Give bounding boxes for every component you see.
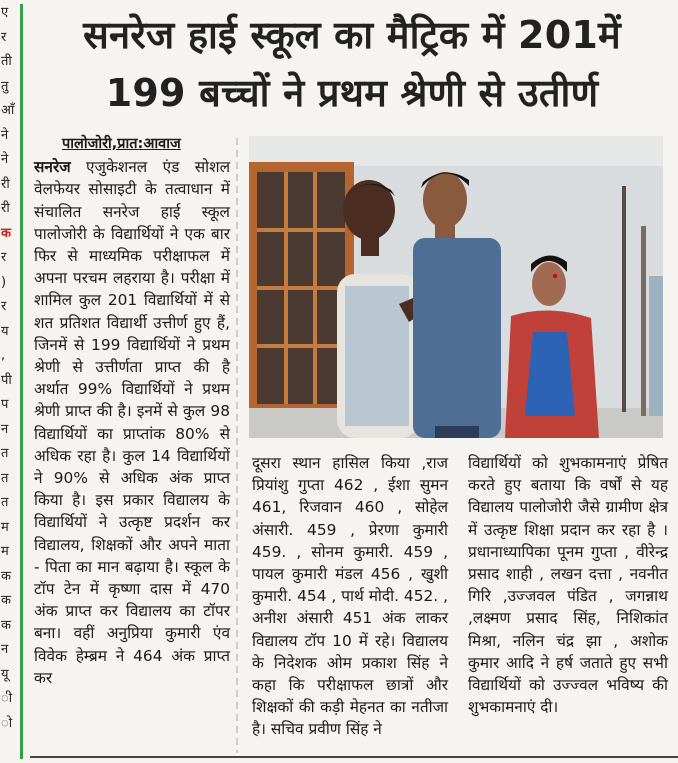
fragment-char: ी: [1, 691, 13, 706]
fragment-char: यू: [1, 666, 9, 682]
column-2-text: दूसरा स्थान हासिल किया ,राज प्रियांशु गुप्ता 462 , ईशा सुमन 461, रिजवान 460 , सोहेल अंसारी. 459 , प्रेरणा कुमारी 459. , सोनम कुमारी. 459 , पायल कुमारी मंडल 456 , खुशी कुमारी. 454 , पार्थ मोदी. 452. , अनीश अंसारी 451 अंक लाकर विद्यालय टॉप 10 में रहे। विद्यालय के निदेशक ओम प्रकाश सिंह ने कहा कि परीक्षाफल छात्रों और शिक्षकों की कड़ी मेहनत का नतीजा है। सचिव प्रवीण सिंह ने: [252, 454, 448, 739]
headline: [30, 6, 674, 122]
fragment-char: ो: [1, 715, 13, 731]
fragment-char: य: [1, 323, 9, 339]
green-column-rule: [20, 4, 23, 759]
adjacent-article-fragment: [0, 0, 16, 763]
fragment-char: क: [1, 568, 11, 584]
fragment-char: ने: [1, 127, 9, 143]
fragment-char: न: [1, 421, 9, 437]
fragment-char: आँ: [1, 103, 15, 118]
fragment-char: क: [1, 617, 11, 633]
column-divider: [236, 138, 238, 753]
fragment-char: र: [1, 299, 7, 314]
fragment-char: ,: [1, 348, 6, 363]
article-column-1: [34, 132, 230, 689]
fragment-char: ने: [1, 152, 9, 167]
fragment-char: म: [1, 544, 9, 559]
column-1-text: एजुकेशनल एंड सोशल वेलफेयर सोसाइटी के तत्वाधान में संचालित सनरेज हाई स्कूल पालोजोरी के विद्यार्थियों ने एक बार फिर से माध्यमिक परीक्षाफल में अपना परचम लहराया है। परीक्षा में शामिल कुल 201 विद्यार्थियों में से शत प्रतिशत विद्यार्थी उत्तीर्ण हुए हैं, जिनमें से 199 विद्यार्थियों ने प्रथम श्रेणी से उत्तीर्णता प्राप्त की है अर्थात 99% विद्यार्थियों ने प्रथम श्रेणी प्राप्त की है। इनमें से कुल 98 विद्यार्थियों का प्राप्तांक 80% से अधिक रहा है। कुल 14 विद्यार्थियों ने 90% से अधिक अंक प्राप्त किया है। इस प्रकार विद्यालय के विद्यार्थियों ने उत्कृष्ट प्रदर्शन कर विद्यालय, शिक्षकों और अपने माता - पिता का मान बढ़ाया है। स्कूल के टॉप टेन में कृष्णा दास में 470 अंक प्राप्त कर विद्यालय का टॉपर बना। वहीं अनुप्रिया कुमारी एंव विवेक हेम्ब्रम ने 464 अंक प्राप्त कर: [34, 158, 230, 687]
fragment-char: ): [1, 274, 7, 290]
fragment-char: न: [1, 642, 9, 657]
students-celebration-photo: [249, 136, 663, 438]
fragment-char: प: [1, 397, 9, 412]
fragment-char: म: [1, 519, 9, 535]
news-photo: [249, 136, 663, 438]
fragment-char: त: [1, 470, 9, 486]
dateline: पालोजोरी,प्रात:आवाज: [62, 136, 181, 152]
article-column-3: [468, 452, 668, 718]
headline-line-1: सनरेज हाई स्कूल का मैट्रिक में 201में: [83, 13, 621, 57]
column-3-text: विद्यार्थियों को शुभकामनाएं प्रेषित करते हुए बताया कि वर्षों से यह विद्यालय पालोजोरी जैसे ग्रामीण क्षेत्र में उत्कृष्ट शिक्षा प्रदान कर रहा है । प्रधानाध्यापिका पूनम गुप्ता , वीरेन्द्र प्रसाद शाही , लखन दत्ता , नवनीत गिरि ,उज्जवल पंडित , जगन्नाथ ,लक्ष्मण प्रसाद सिंह, निशिकांत मिश्रा, नलिन चंद्र झा , अशोक कुमार आदि ने हर्ष जताते हुए सभी विद्यार्थियों को उज्ज्वल भविष्य की शुभकामनाएं दी।: [468, 454, 668, 717]
bottom-rule: [30, 756, 678, 758]
fragment-char: क: [1, 225, 11, 241]
article-column-2: [252, 452, 448, 741]
fragment-char: र: [1, 250, 7, 265]
fragment-char: क: [1, 593, 11, 608]
fragment-char: री: [1, 201, 10, 216]
fragment-char: ए: [1, 5, 9, 20]
lead-word: सनरेज: [34, 158, 71, 177]
fragment-char: र: [1, 29, 7, 45]
fragment-char: री: [1, 176, 10, 192]
fragment-char: पी: [1, 372, 12, 388]
headline-line-2: 199 बच्चों ने प्रथम श्रेणी से उतीर्ण: [105, 71, 599, 115]
fragment-char: ती: [1, 54, 12, 69]
fragment-char: त: [1, 495, 9, 510]
fragment-char: तु: [1, 78, 9, 94]
fragment-char: त: [1, 446, 9, 461]
